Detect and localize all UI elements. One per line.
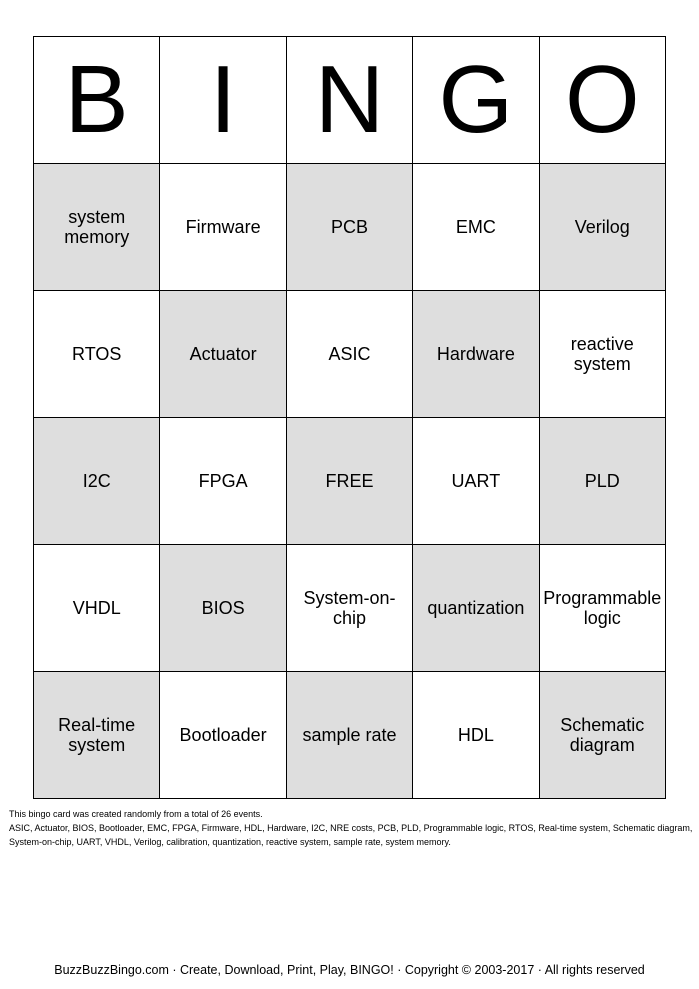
bingo-cell: I2C (34, 418, 160, 545)
bingo-cell: system memory (34, 164, 160, 291)
bingo-cell: Firmware (160, 164, 286, 291)
header-letter-b: B (34, 37, 160, 164)
bingo-cell: RTOS (34, 291, 160, 418)
bingo-row (34, 164, 666, 291)
bingo-row (34, 545, 666, 672)
bingo-cell: HDL (413, 672, 539, 799)
bingo-cell: PCB (286, 164, 412, 291)
bingo-cell: EMC (413, 164, 539, 291)
bingo-cell: VHDL (34, 545, 160, 672)
bingo-cell-free: FREE (286, 418, 412, 545)
bingo-header-row (34, 37, 666, 164)
bingo-cell: reactive system (539, 291, 665, 418)
bingo-cell: System-on-chip (286, 545, 412, 672)
bingo-cell: Actuator (160, 291, 286, 418)
bingo-cell: Schematic diagram (539, 672, 665, 799)
bingo-cell: FPGA (160, 418, 286, 545)
card-note-event-list: ASIC, Actuator, BIOS, Bootloader, EMC, FPGA, Firmware, HDL, Hardware, I2C, NRE costs, PCB, PLD, Programmable logic, RTOS, Real-time system, Schematic diagram, System-on-chip, UART, VHDL, Verilog, calibration, quantization, reactive system, sample rate, system memory. (9, 823, 693, 847)
bingo-cell: Bootloader (160, 672, 286, 799)
bingo-cell: BIOS (160, 545, 286, 672)
card-note-summary: This bingo card was created randomly from a total of 26 events. (9, 809, 263, 819)
bingo-cell: Verilog (539, 164, 665, 291)
page-footer: BuzzBuzzBingo.com · Create, Download, Print, Play, BINGO! · Copyright © 2003-2017 · All rights reserved (54, 963, 645, 977)
bingo-cell: sample rate (286, 672, 412, 799)
bingo-cell: Hardware (413, 291, 539, 418)
header-letter-i: I (160, 37, 286, 164)
bingo-row (34, 291, 666, 418)
bingo-row (34, 672, 666, 799)
bingo-cell: Real-time system (34, 672, 160, 799)
bingo-cell: ASIC (286, 291, 412, 418)
bingo-cell: quantization (413, 545, 539, 672)
bingo-cell: UART (413, 418, 539, 545)
bingo-row (34, 418, 666, 545)
bingo-cell: PLD (539, 418, 665, 545)
bingo-card (33, 36, 666, 799)
header-letter-n: N (286, 37, 412, 164)
header-letter-g: G (413, 37, 539, 164)
bingo-cell: Programmable logic (539, 545, 665, 672)
header-letter-o: O (539, 37, 665, 164)
card-note (9, 807, 693, 849)
